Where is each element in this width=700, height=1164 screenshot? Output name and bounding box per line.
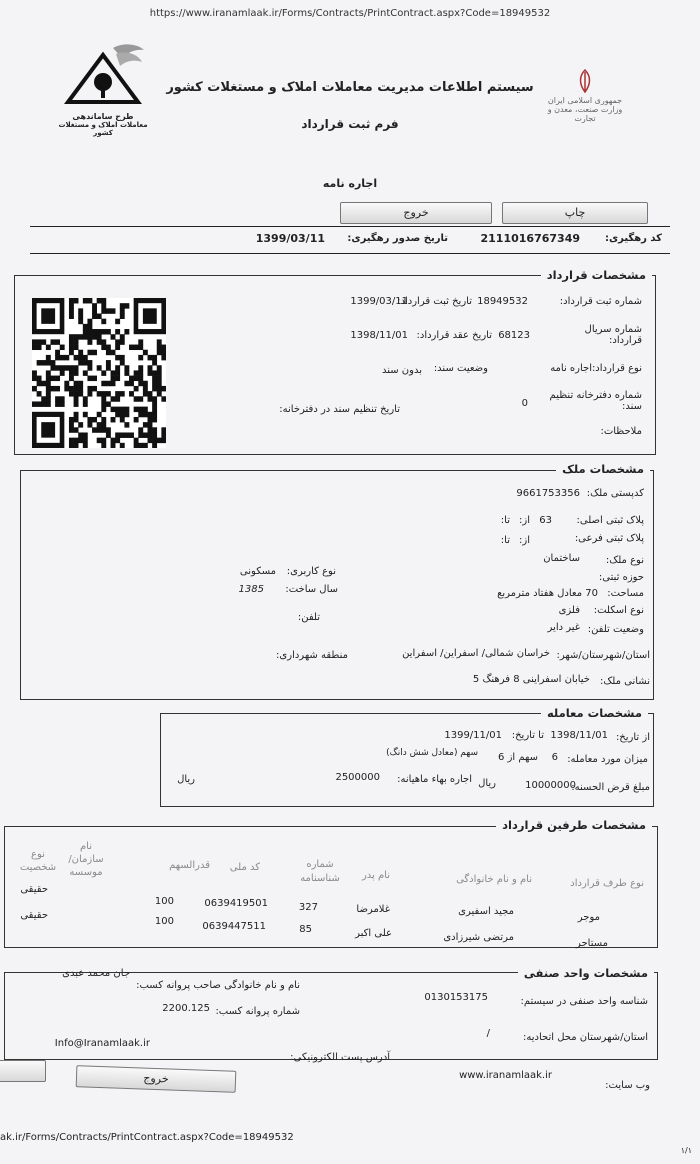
to-date-label: تا تاریخ: <box>511 730 544 741</box>
main-plaque: 63 <box>539 515 552 526</box>
form-title: فرم ثبت قرارداد <box>301 117 399 131</box>
size: 70 معادل هفتاد مترمربع <box>497 588 598 599</box>
license-owner: جان محمد عبدی <box>62 968 130 979</box>
party-person-type: حقیقی <box>20 884 48 895</box>
deal-section-title: مشخصات معامله <box>541 706 648 720</box>
gov-emblem-text: جمهوری اسلامی ایران وزارت صنعت، معدن و تجارت <box>547 96 623 123</box>
province: خراسان شمالی/ اسفراین/ اسفراین <box>402 648 550 659</box>
reg-date: 1399/03/11 <box>350 296 408 307</box>
skeleton: فلزی <box>558 605 580 616</box>
tracking-date-label: تاریخ صدور رهگیری: <box>347 233 448 244</box>
org-logo-line1: طرح ساماندهی <box>72 112 134 121</box>
party-name: مجید اسفیری <box>458 906 514 917</box>
party-id-no: 85 <box>299 924 312 935</box>
col-father-name: نام پدر <box>361 870 390 881</box>
website: www.iranamlaak.ir <box>459 1070 552 1081</box>
share-unit: سهم از 6 <box>498 752 538 763</box>
share-value: 6 <box>551 752 558 763</box>
notes-label: ملاحظات: <box>600 426 642 437</box>
contract-type: اجاره نامه <box>550 363 592 374</box>
main-plaque-label: پلاک ثبتی اصلی: <box>576 515 644 526</box>
footer-url: ak.ir/Forms/Contracts/PrintContract.aspx?Code=18949532 <box>0 1132 294 1143</box>
license-no-label: شماره پروانه کسب: <box>215 1006 300 1017</box>
tracking-code: 2111016767349 <box>480 232 580 245</box>
sub-plaque-from-label: از: <box>519 535 530 546</box>
from-date: 1398/11/01 <box>550 730 608 741</box>
deposit: 10000000 <box>525 780 576 791</box>
print-button[interactable]: چاپ <box>502 202 648 224</box>
license-no: 2200.125 <box>162 1003 210 1014</box>
sub-plaque-label: پلاک ثبتی فرعی: <box>574 533 644 544</box>
contract-type-label: نوع قرارداد: <box>591 363 642 374</box>
share-label: میزان مورد معامله: <box>567 754 648 765</box>
tracking-code-label: کد رهگیری: <box>604 233 662 244</box>
rent-currency: ریال <box>177 774 195 785</box>
municipal-label: منطقه شهرداری: <box>276 650 348 661</box>
col-full-name: نام و نام خانوادگی <box>456 874 532 885</box>
system-title: سیستم اطلاعات مدیریت معاملات املاک و مستغلات کشور <box>166 80 534 95</box>
doc-status: بدون سند <box>381 365 422 376</box>
from-date-label: از تاریخ: <box>615 732 650 743</box>
agency-id: 0130153175 <box>424 992 488 1003</box>
office-no: 0 <box>521 398 528 409</box>
org-logo <box>48 40 158 137</box>
email: Info@Iranamlaak.ir <box>54 1038 150 1049</box>
deposit-label: مبلغ قرض الحسنه: <box>571 782 650 793</box>
party-person-type: حقیقی <box>20 910 48 921</box>
agency-id-label: شناسه واحد صنفی در سیستم: <box>520 996 648 1007</box>
phone-status-label: وضعیت تلفن: <box>587 624 644 635</box>
col-party-type: نوع طرف قرارداد <box>570 878 644 889</box>
reg-area-label: حوزه ثبتی: <box>598 572 644 583</box>
col-share: قدرالسهم <box>169 860 210 871</box>
reg-no-label: شماره ثبت قرارداد: <box>559 296 642 307</box>
size-label: مساحت: <box>607 588 644 599</box>
address: خیابان اسفراینی 8 فرهنگ 5 <box>472 674 590 685</box>
house-tree-icon <box>58 40 148 110</box>
qr-code <box>32 298 166 448</box>
page-url: https://www.iranamlaak.ir/Forms/Contracts/PrintContract.aspx?Code=18949532 <box>149 8 551 19</box>
office-no-label: شماره دفترخانه تنظیم سند: <box>549 390 642 412</box>
tracking-row <box>30 226 670 254</box>
party-father: غلامرضا <box>356 904 390 915</box>
contract-date: 1398/11/01 <box>350 330 408 341</box>
contract-date-label: تاریخ عقد قرارداد: <box>416 330 492 341</box>
party-id-no: 327 <box>298 902 318 913</box>
build-year: 1385 <box>238 584 264 595</box>
page-number: ۱/۱ <box>680 1146 692 1155</box>
exit-button-bottom[interactable]: خروج <box>76 1065 237 1093</box>
party-share: 100 <box>154 896 174 907</box>
col-person-type: نوع شخصیت <box>19 849 57 873</box>
qr-code-icon <box>32 298 166 448</box>
union-location: / <box>486 1028 490 1039</box>
property-kind-label: نوع ملک: <box>605 555 644 566</box>
rent-label: اجاره بهاء ماهیانه: <box>397 774 472 785</box>
postal-label: کدپستی ملک: <box>586 488 644 499</box>
tracking-date: 1399/03/11 <box>255 232 325 245</box>
property-section-title: مشخصات ملک <box>556 462 650 476</box>
party-father: علی اکبر <box>355 928 392 939</box>
address-label: نشانی ملک: <box>599 676 650 687</box>
document-type: اجاره نامه <box>322 177 378 190</box>
exit-button[interactable]: خروج <box>340 202 492 224</box>
to-date: 1399/11/01 <box>444 730 502 741</box>
party-national-code: 0639447511 <box>202 921 266 932</box>
agency-section-title: مشخصات واحد صنفی <box>518 966 654 980</box>
province-label: استان/شهرستان/شهر: <box>556 650 650 661</box>
doc-status-label: وضعیت سند: <box>433 363 488 374</box>
postal: 9661753356 <box>516 488 580 499</box>
reg-date-label: تاریخ ثبت قرارداد: <box>397 296 472 307</box>
org-logo-line2: معاملات املاک و مستغلات کشور <box>58 121 148 137</box>
property-kind: ساختمان <box>543 553 580 564</box>
col-national-code: کد ملی <box>229 862 260 873</box>
office-date-label: تاریخ تنظیم سند در دفترخانه: <box>279 404 400 415</box>
build-year-label: سال ساخت: <box>285 584 338 595</box>
print-button-bottom[interactable] <box>0 1060 46 1082</box>
union-location-label: استان/شهرستان محل اتحادیه: <box>523 1032 648 1043</box>
sub-plaque-to-label: تا: <box>500 535 510 546</box>
skeleton-label: نوع اسکلت: <box>593 605 644 616</box>
reg-no: 18949532 <box>477 296 528 307</box>
col-id-no: شماره شناسنامه <box>300 859 340 884</box>
main-plaque-to-label: تا: <box>500 515 510 526</box>
usage-label: نوع کاربری: <box>286 566 336 577</box>
website-label: وب سایت: <box>605 1080 650 1091</box>
usage: مسکونی <box>239 566 276 577</box>
party-role: موجر <box>577 912 600 923</box>
share-unit-2: سهم (معادل شش دانگ) <box>386 748 478 758</box>
email-label: آدرس پست الکترونیکی: <box>290 1052 390 1063</box>
party-name: مرتضی شیرزادی <box>443 932 514 943</box>
license-owner-label: نام و نام خانوادگی صاحب پروانه کسب: <box>136 980 300 991</box>
gov-emblem <box>545 68 625 123</box>
emblem-icon <box>573 68 597 94</box>
main-plaque-from-label: از: <box>519 515 530 526</box>
phone-label: تلفن: <box>297 612 320 623</box>
serial-label: شماره سریال قرارداد: <box>584 324 642 346</box>
phone-status: غیر دایر <box>547 622 580 633</box>
col-organization: نام سازمان/ موسسه <box>68 841 104 878</box>
party-role: مستاجر <box>575 938 608 949</box>
party-national-code: 0639419501 <box>204 898 268 909</box>
party-share: 100 <box>154 916 174 927</box>
serial: 68123 <box>498 330 530 341</box>
deposit-currency: ریال <box>478 778 496 789</box>
parties-section-title: مشخصات طرفین قرارداد <box>496 818 652 832</box>
contract-section-title: مشخصات قرارداد <box>541 268 652 282</box>
rent: 2500000 <box>335 772 380 783</box>
